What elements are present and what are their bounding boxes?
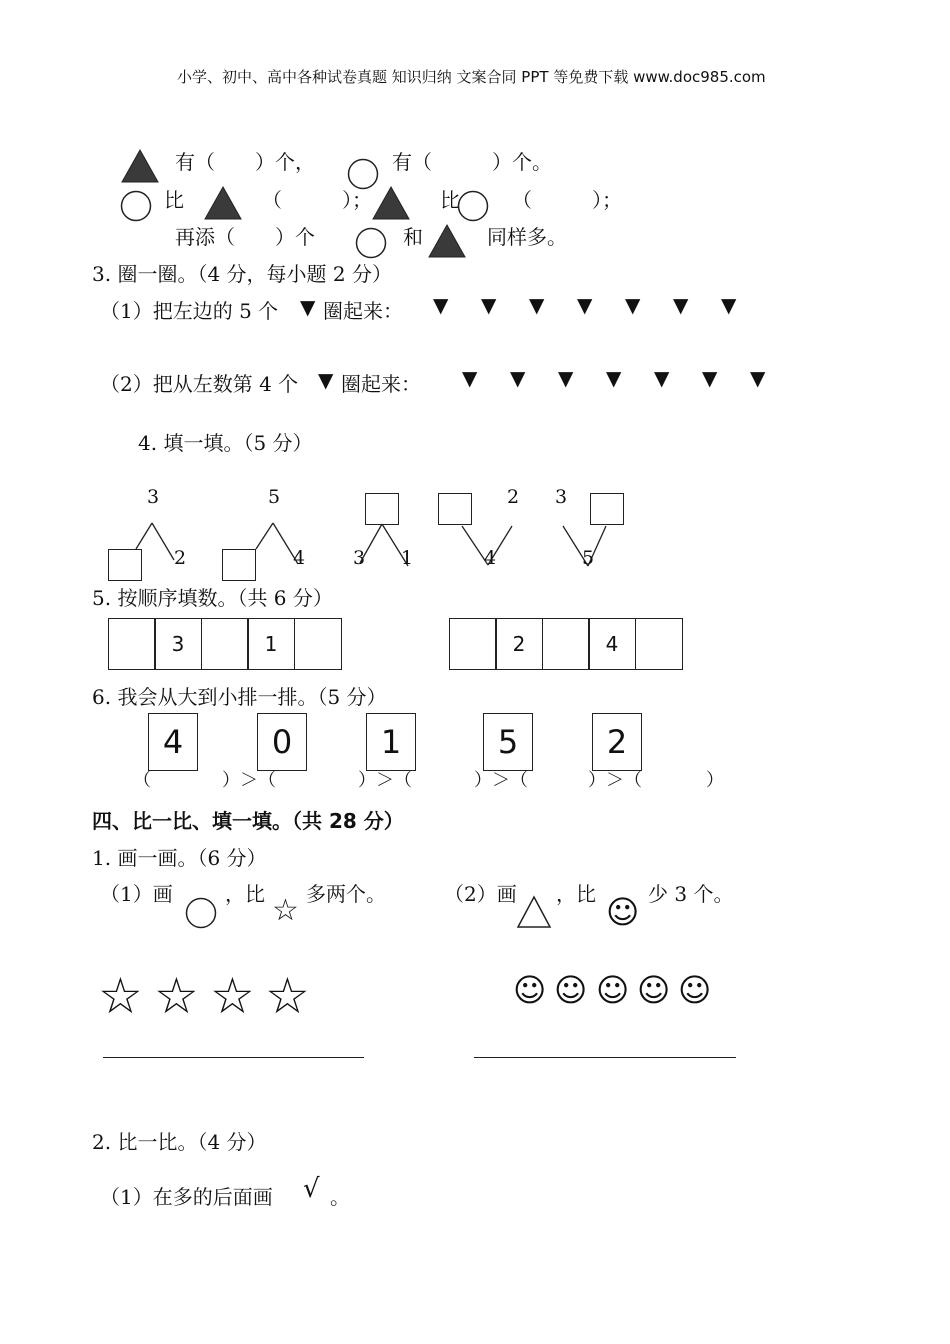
order-greater: ）＞（ xyxy=(474,770,528,791)
bond-top-number: 5 xyxy=(268,486,281,508)
q3-part1-text: （1）把左边的 5 个 xyxy=(100,299,279,323)
s4-q1-part2-a: （2）画 xyxy=(444,882,517,906)
sequence-cell[interactable] xyxy=(542,618,590,670)
order-paren: ） xyxy=(706,770,724,791)
sequence-cell[interactable] xyxy=(201,618,249,670)
sequence-row-1 xyxy=(109,618,342,670)
number-card: 0 xyxy=(257,713,307,771)
down-triangle-icon[interactable]: ▼ xyxy=(606,366,622,390)
sequence-cell[interactable] xyxy=(449,618,497,670)
down-triangle-icon: ▼ xyxy=(300,295,316,319)
down-triangle-icon[interactable]: ▼ xyxy=(654,366,670,390)
q3-part2-text: （2）把从左数第 4 个 xyxy=(100,372,299,396)
s4-q2-title: 2. 比一比。（4 分） xyxy=(92,1130,267,1154)
smiley-icon: ☺ xyxy=(678,971,712,1009)
bond-part-number: 2 xyxy=(507,486,520,508)
q5-title: 5. 按顺序填数。（共 6 分） xyxy=(92,586,333,610)
star-icon: ☆ xyxy=(98,967,143,1025)
compare-blank-1: （ ）； xyxy=(262,188,372,212)
q3-part1-end: 圈起来： xyxy=(323,299,403,323)
bond-part-number: 3 xyxy=(555,486,568,508)
down-triangle-icon[interactable]: ▼ xyxy=(721,293,737,317)
and-word: 和 xyxy=(403,225,423,249)
star-icon: ☆ xyxy=(210,967,255,1025)
down-triangle-icon[interactable]: ▼ xyxy=(750,366,766,390)
q6-title: 6. 我会从大到小排一排。（5 分） xyxy=(92,685,387,709)
page-header: 小学、初中、高中各种试卷真题 知识归纳 文案合同 PPT 等免费下载 www.doc985.com xyxy=(177,68,766,86)
order-greater: ）＞（ xyxy=(222,770,276,791)
number-card: 5 xyxy=(483,713,533,771)
number-card: 1 xyxy=(366,713,416,771)
down-triangle-icon[interactable]: ▼ xyxy=(462,366,478,390)
bond-part-number: 4 xyxy=(293,547,306,569)
bond-part-number: 2 xyxy=(174,547,187,569)
answer-box[interactable] xyxy=(438,493,472,525)
q3-part2-end: 圈起来： xyxy=(341,372,421,396)
compare-word: 比 xyxy=(164,188,184,212)
down-triangle-icon: ▼ xyxy=(318,368,334,392)
drawing-answer-line[interactable] xyxy=(474,1057,736,1058)
s4-q1-part1-c: 多两个。 xyxy=(306,882,386,906)
same-amount-text: 同样多。 xyxy=(487,225,567,249)
s4-q2-part1: （1）在多的后面画 xyxy=(100,1185,273,1209)
star-icon: ☆ xyxy=(265,967,310,1025)
count-circles-text: 有（ ）个。 xyxy=(392,150,552,174)
bond-bottom-number: 4 xyxy=(484,547,497,569)
bond-top-number: 3 xyxy=(147,486,160,508)
sequence-cell[interactable] xyxy=(294,618,342,670)
s4-q2-part1-end: 。 xyxy=(330,1185,350,1209)
smiley-icon: ☺ xyxy=(596,971,630,1009)
triangle-icon xyxy=(517,896,551,928)
down-triangle-icon[interactable]: ▼ xyxy=(558,366,574,390)
order-greater: ）＞（ xyxy=(588,770,642,791)
sequence-cell: 2 xyxy=(495,618,543,670)
add-more-text: 再添（ ）个 xyxy=(175,225,315,249)
s4-q1-part1-b: ，比 xyxy=(225,882,265,906)
bond-bottom-number: 5 xyxy=(582,547,595,569)
star-icon: ☆ xyxy=(154,967,199,1025)
smiley-icon: ☺ xyxy=(554,971,588,1009)
count-triangles-text: 有（ ）个， xyxy=(175,150,315,174)
sequence-cell: 1 xyxy=(247,618,295,670)
s4-q1-part2-b: ，比 xyxy=(556,882,596,906)
smiley-icon: ☺ xyxy=(513,971,547,1009)
s4-q1-part2-c: 少 3 个。 xyxy=(648,882,734,906)
answer-box[interactable] xyxy=(222,549,256,581)
section-4-title: 四、比一比、填一填。（共 28 分） xyxy=(92,809,404,833)
down-triangle-icon[interactable]: ▼ xyxy=(577,293,593,317)
compare-blank-2: （ ）； xyxy=(512,188,622,212)
down-triangle-icon[interactable]: ▼ xyxy=(510,366,526,390)
number-card: 2 xyxy=(592,713,642,771)
down-triangle-icon[interactable]: ▼ xyxy=(481,293,497,317)
smiley-icon: ☺ xyxy=(606,893,640,931)
down-triangle-icon[interactable]: ▼ xyxy=(702,366,718,390)
check-mark-icon: √ xyxy=(303,1174,320,1204)
q4-title: 4. 填一填。（5 分） xyxy=(138,431,313,455)
s4-q1-part1-a: （1）画 xyxy=(100,882,173,906)
drawing-answer-line[interactable] xyxy=(103,1057,364,1058)
bond-part-number: 1 xyxy=(401,547,414,569)
sequence-row-2 xyxy=(450,618,683,670)
answer-box[interactable] xyxy=(108,549,142,581)
answer-box[interactable] xyxy=(365,493,399,525)
order-paren: （ xyxy=(133,770,151,791)
bond-part-number: 3 xyxy=(353,547,366,569)
answer-box[interactable] xyxy=(590,493,624,525)
sequence-cell[interactable] xyxy=(108,618,156,670)
circle-icon xyxy=(185,897,217,929)
number-card: 4 xyxy=(148,713,198,771)
down-triangle-icon[interactable]: ▼ xyxy=(673,293,689,317)
sequence-cell[interactable] xyxy=(635,618,683,670)
down-triangle-icon[interactable]: ▼ xyxy=(529,293,545,317)
s4-q1-title: 1. 画一画。（6 分） xyxy=(92,846,267,870)
sequence-cell: 4 xyxy=(588,618,636,670)
order-greater: ）＞（ xyxy=(358,770,412,791)
star-icon: ☆ xyxy=(272,893,299,928)
q3-title: 3. 圈一圈。（4 分，每小题 2 分） xyxy=(92,262,392,286)
smiley-icon: ☺ xyxy=(637,971,671,1009)
sequence-cell: 3 xyxy=(154,618,202,670)
down-triangle-icon[interactable]: ▼ xyxy=(625,293,641,317)
compare-word: 比 xyxy=(440,188,460,212)
down-triangle-icon[interactable]: ▼ xyxy=(433,293,449,317)
